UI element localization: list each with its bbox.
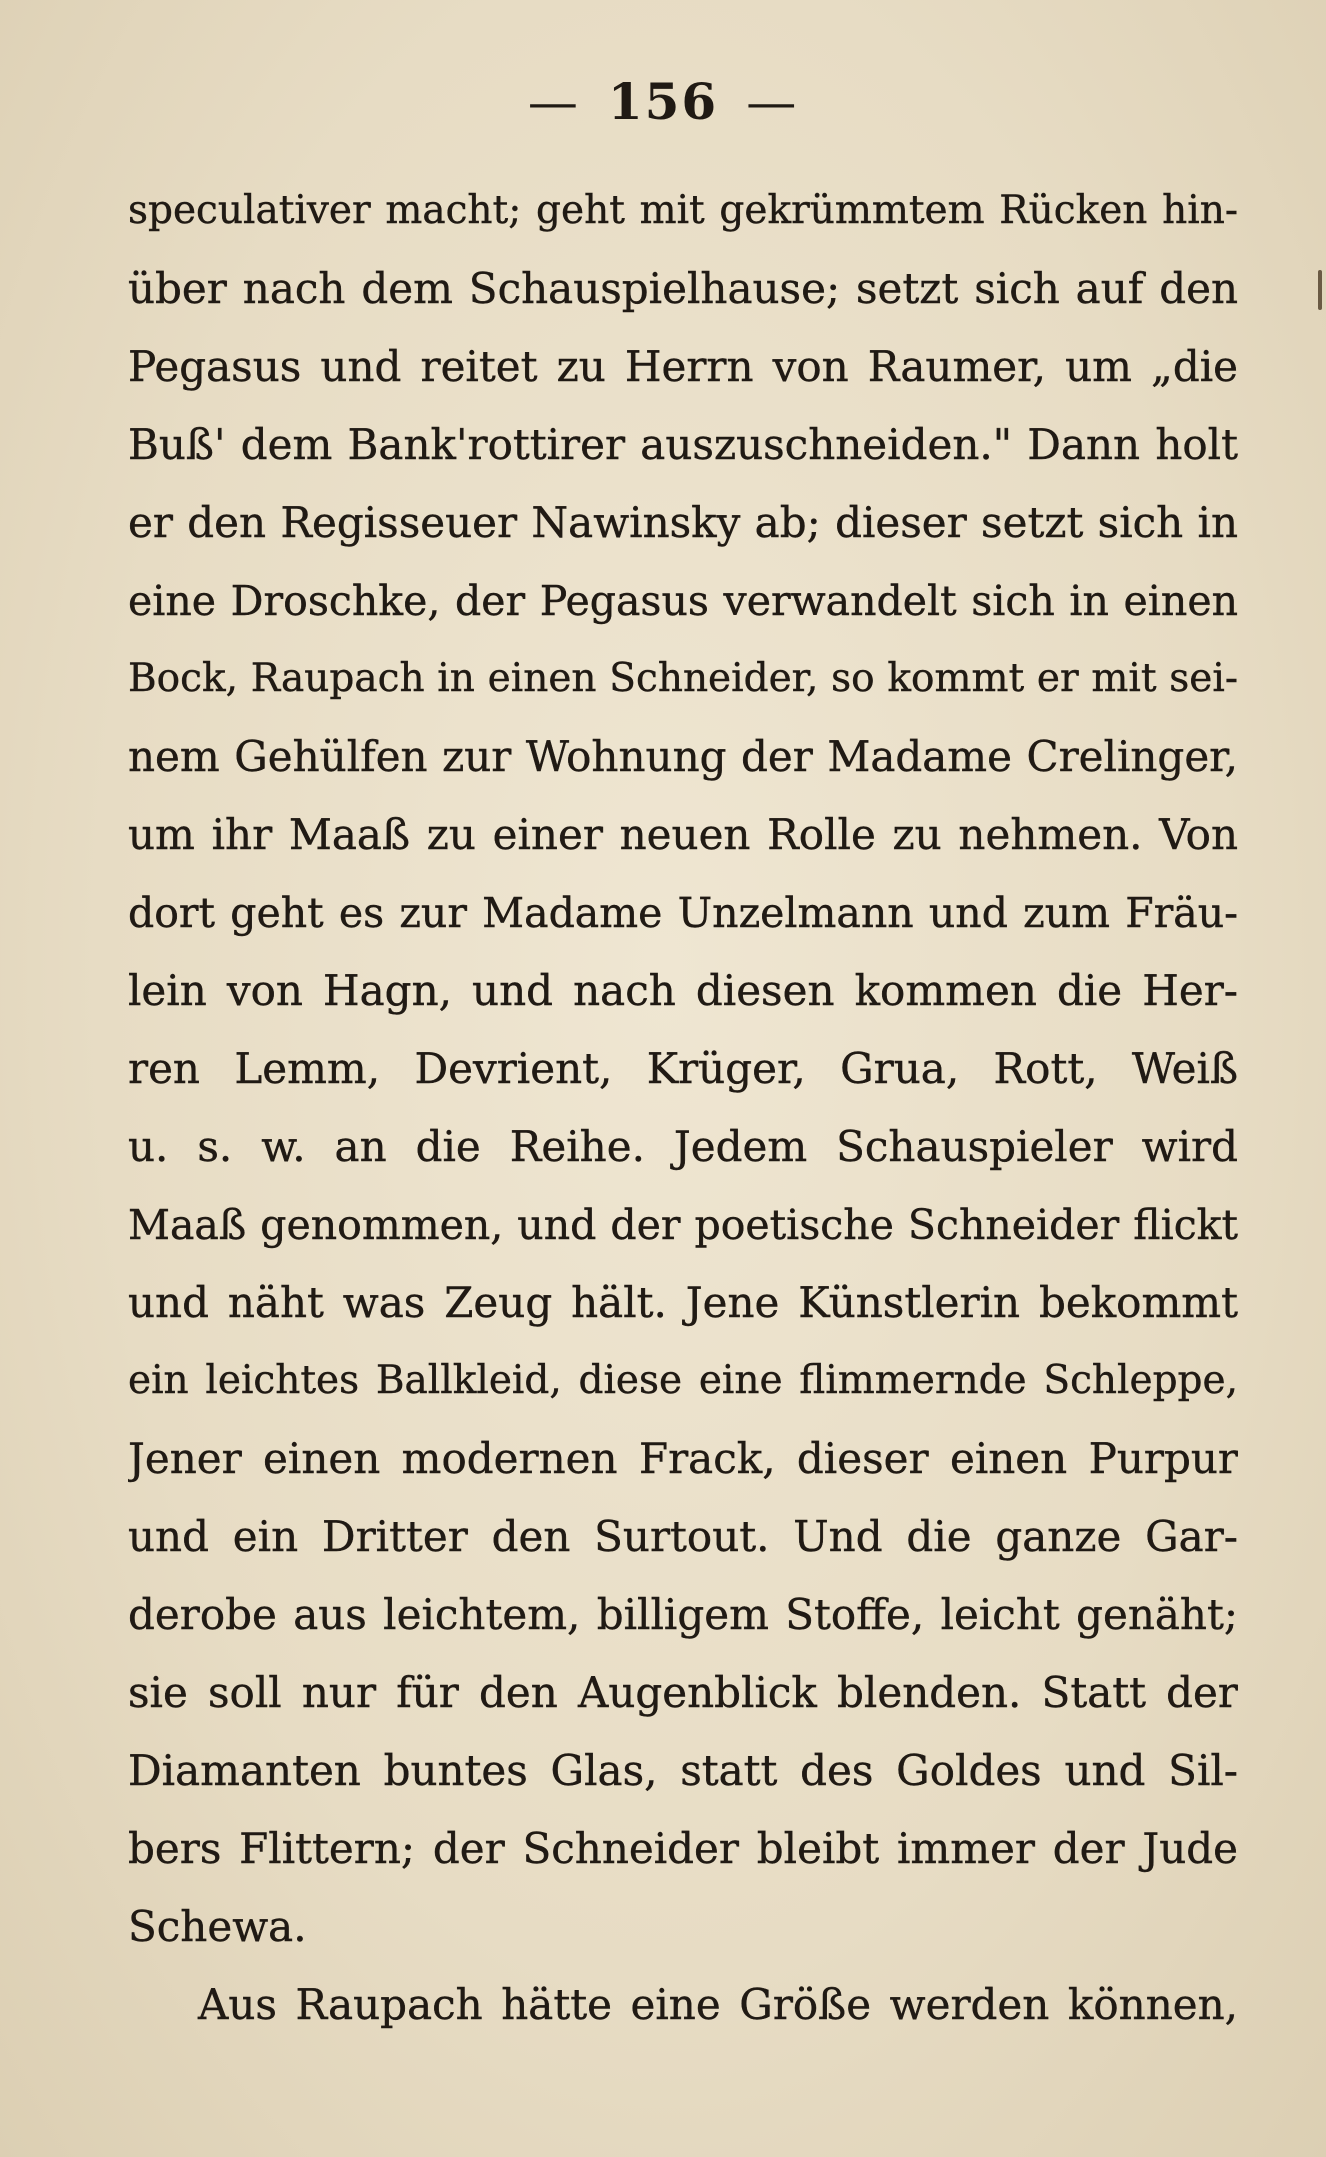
text-line: ren Lemm, Devrient, Krüger, Grua, Rott, Weiß [128,1044,1238,1093]
header-dash-right: — [746,73,799,131]
text-line: eine Droschke, der Pegasus verwandelt sich in einen [128,577,1238,625]
text-line: Pegasus und reitet zu Herrn von Raumer, um „die [128,342,1238,391]
text-line: ein leichtes Ballkleid, diese eine flimmernde Schleppe, [128,1358,1238,1403]
text-line: über nach dem Schauspielhause; setzt sich auf den [128,264,1238,313]
text-line: lein von Hagn, und nach diesen kommen die Her- [128,966,1238,1015]
text-line: um ihr Maaß zu einer neuen Rolle zu nehmen. Von [128,810,1238,859]
page-edge-mark [1318,270,1322,310]
text-line: nem Gehülfen zur Wohnung der Madame Crelinger, [128,732,1238,781]
text-line: derobe aus leichtem, billigem Stoffe, leicht genäht; [128,1590,1238,1639]
text-line: bers Flittern; der Schneider bleibt immer der Jude [128,1824,1238,1873]
text-line: er den Regisseuer Nawinsky ab; dieser setzt sich in [128,498,1238,547]
text-line: dort geht es zur Madame Unzelmann und zum Fräu- [128,889,1238,937]
page-header [0,62,1326,142]
text-line: Maaß genommen, und der poetische Schneider flickt [128,1201,1238,1249]
text-line: Bock, Raupach in einen Schneider, so kommt er mit sei- [128,656,1238,701]
text-line: Diamanten buntes Glas, statt des Goldes und Sil- [128,1746,1238,1795]
text-line: Schewa. [128,1902,307,1951]
text-line: Buß' dem Bank'rottirer auszuschneiden." Dann holt [128,420,1238,469]
text-line: und näht was Zeug hält. Jene Künstlerin bekommt [128,1278,1238,1327]
text-line: Aus Raupach hätte eine Größe werden können, [198,1980,1238,2029]
page-number: 156 [607,72,719,131]
text-line: u. s. w. an die Reihe. Jedem Schauspieler wird [128,1122,1238,1171]
header-dash-left: — [527,73,580,131]
body-text [128,172,1238,2044]
text-line: Jener einen modernen Frack, dieser einen Purpur [128,1434,1238,1483]
text-line: speculativer macht; geht mit gekrümmtem Rücken hin- [128,188,1238,233]
text-line: und ein Dritter den Surtout. Und die ganze Gar- [128,1512,1238,1561]
text-line: sie soll nur für den Augenblick blenden. Statt der [128,1668,1238,1717]
